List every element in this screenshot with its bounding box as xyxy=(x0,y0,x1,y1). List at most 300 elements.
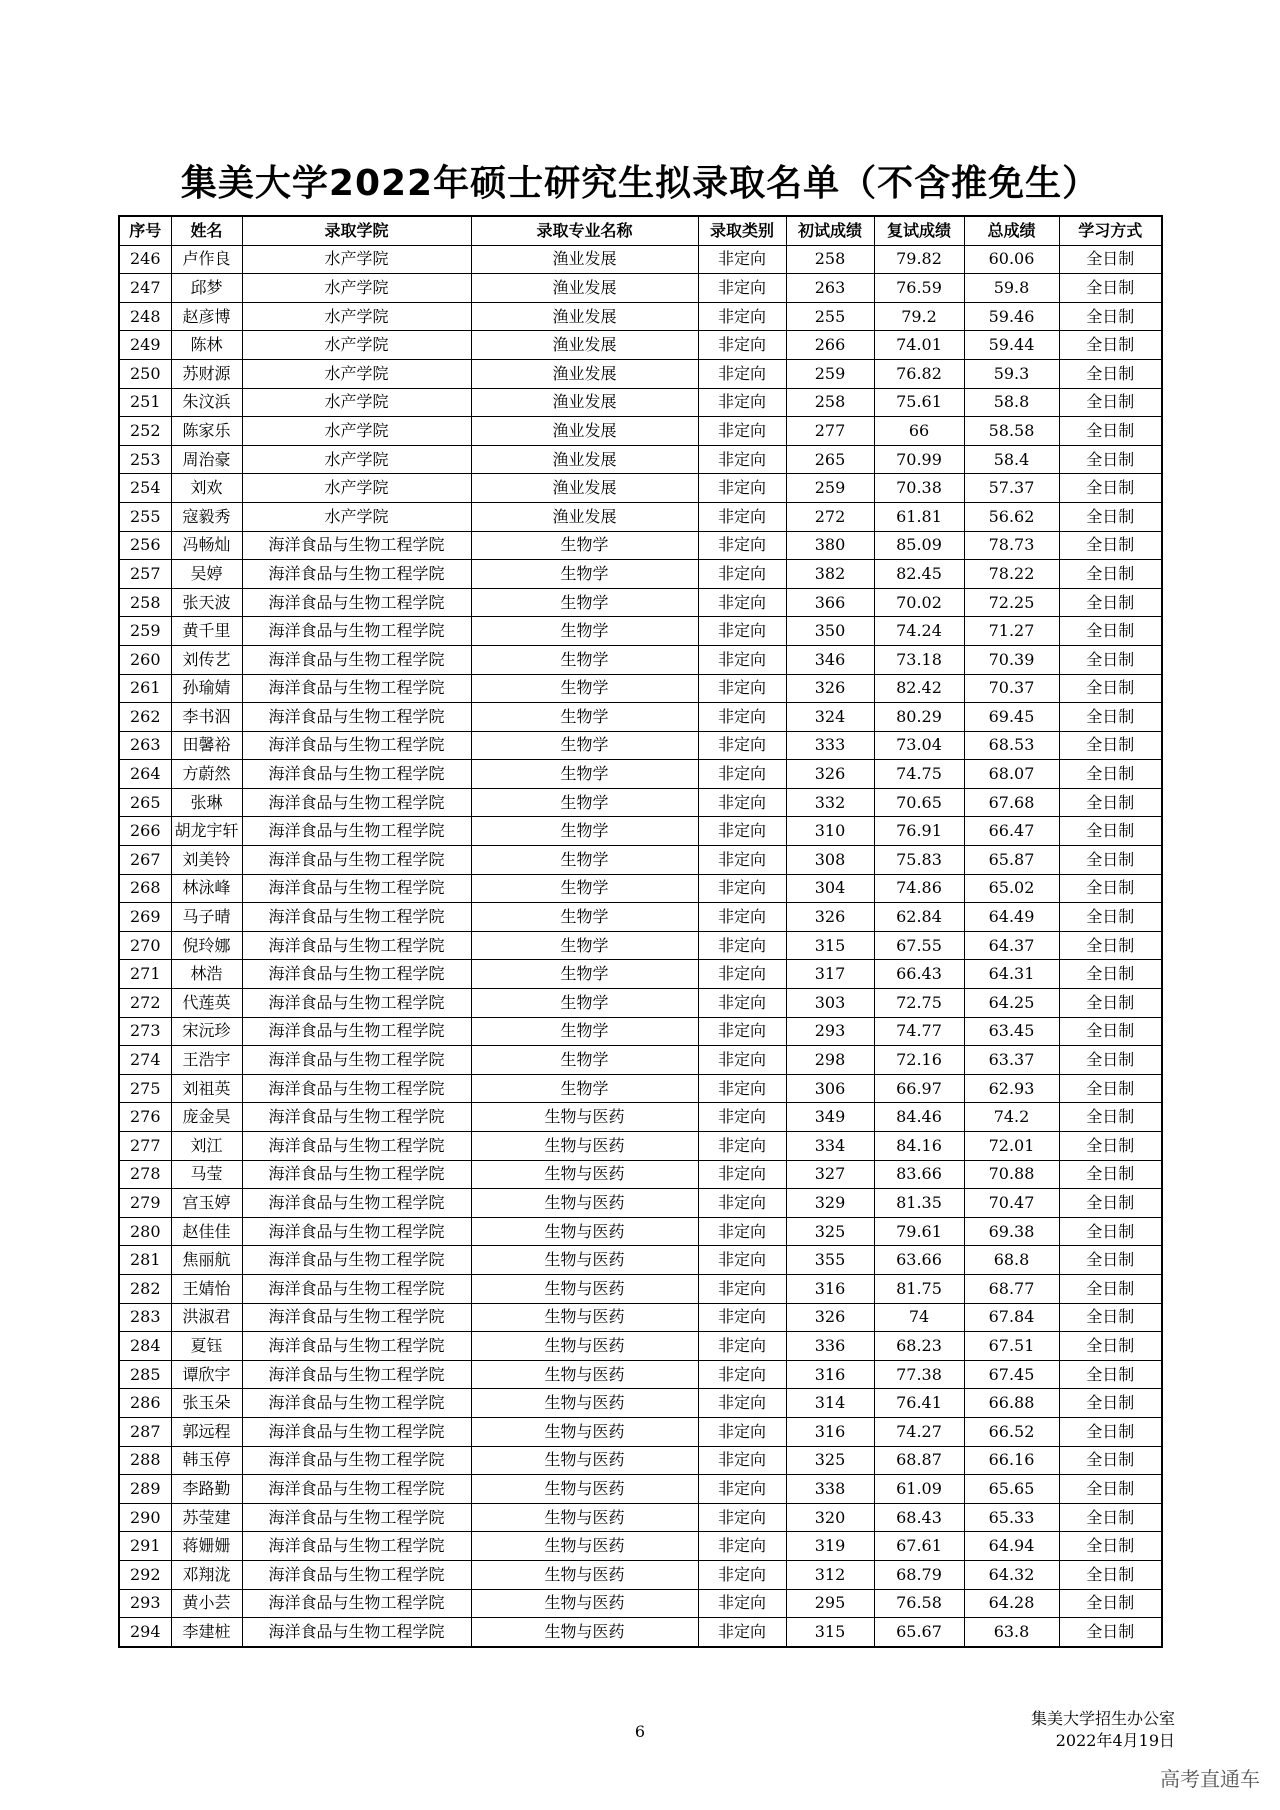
table-row xyxy=(119,474,1162,503)
page-number: 6 xyxy=(634,1722,646,1741)
cell-study-mode: 全日制 xyxy=(1059,1074,1162,1103)
cell-study-mode: 全日制 xyxy=(1059,388,1162,417)
cell-retest-score: 65.67 xyxy=(874,1618,964,1647)
cell-category: 非定向 xyxy=(698,588,786,617)
cell-total-score: 59.8 xyxy=(964,274,1059,303)
cell-college: 海洋食品与生物工程学院 xyxy=(242,674,471,703)
cell-category: 非定向 xyxy=(698,474,786,503)
cell-major: 生物学 xyxy=(471,1017,698,1046)
cell-total-score: 78.22 xyxy=(964,560,1059,589)
table-row xyxy=(119,989,1162,1018)
cell-category: 非定向 xyxy=(698,1046,786,1075)
cell-total-score: 63.45 xyxy=(964,1017,1059,1046)
table-header-row xyxy=(119,216,1162,245)
cell-category: 非定向 xyxy=(698,874,786,903)
cell-retest-score: 79.82 xyxy=(874,245,964,274)
cell-college: 水产学院 xyxy=(242,302,471,331)
cell-name: 林浩 xyxy=(171,960,242,989)
table-row xyxy=(119,1132,1162,1161)
cell-retest-score: 74.27 xyxy=(874,1417,964,1446)
cell-total-score: 58.4 xyxy=(964,445,1059,474)
table-row xyxy=(119,617,1162,646)
cell-category: 非定向 xyxy=(698,445,786,474)
cell-major: 生物与医药 xyxy=(471,1503,698,1532)
cell-name: 赵彦博 xyxy=(171,302,242,331)
table-row xyxy=(119,445,1162,474)
cell-college: 海洋食品与生物工程学院 xyxy=(242,560,471,589)
cell-category: 非定向 xyxy=(698,703,786,732)
cell-category: 非定向 xyxy=(698,1217,786,1246)
cell-college: 海洋食品与生物工程学院 xyxy=(242,846,471,875)
table-row xyxy=(119,931,1162,960)
table-row xyxy=(119,588,1162,617)
cell-college: 海洋食品与生物工程学院 xyxy=(242,1046,471,1075)
cell-retest-score: 61.81 xyxy=(874,502,964,531)
cell-category: 非定向 xyxy=(698,1303,786,1332)
table-row xyxy=(119,417,1162,446)
cell-name: 郭远程 xyxy=(171,1417,242,1446)
cell-college: 海洋食品与生物工程学院 xyxy=(242,1332,471,1361)
cell-index: 283 xyxy=(119,1303,171,1332)
cell-category: 非定向 xyxy=(698,817,786,846)
cell-category: 非定向 xyxy=(698,1532,786,1561)
cell-college: 海洋食品与生物工程学院 xyxy=(242,1446,471,1475)
cell-major: 生物与医药 xyxy=(471,1446,698,1475)
cell-study-mode: 全日制 xyxy=(1059,1132,1162,1161)
cell-name: 谭欣宇 xyxy=(171,1360,242,1389)
cell-initial-score: 320 xyxy=(786,1503,874,1532)
cell-initial-score: 349 xyxy=(786,1103,874,1132)
cell-total-score: 60.06 xyxy=(964,245,1059,274)
cell-college: 海洋食品与生物工程学院 xyxy=(242,1074,471,1103)
cell-major: 生物与医药 xyxy=(471,1560,698,1589)
cell-initial-score: 303 xyxy=(786,989,874,1018)
cell-category: 非定向 xyxy=(698,1103,786,1132)
cell-index: 247 xyxy=(119,274,171,303)
cell-major: 生物学 xyxy=(471,674,698,703)
cell-major: 渔业发展 xyxy=(471,445,698,474)
cell-major: 渔业发展 xyxy=(471,474,698,503)
cell-college: 水产学院 xyxy=(242,474,471,503)
cell-study-mode: 全日制 xyxy=(1059,1274,1162,1303)
cell-name: 黄小芸 xyxy=(171,1589,242,1618)
cell-total-score: 65.87 xyxy=(964,846,1059,875)
cell-initial-score: 266 xyxy=(786,331,874,360)
cell-index: 248 xyxy=(119,302,171,331)
cell-name: 李建桩 xyxy=(171,1618,242,1647)
cell-college: 水产学院 xyxy=(242,388,471,417)
cell-category: 非定向 xyxy=(698,1503,786,1532)
cell-retest-score: 74.24 xyxy=(874,617,964,646)
cell-category: 非定向 xyxy=(698,1160,786,1189)
table-row xyxy=(119,1017,1162,1046)
cell-initial-score: 272 xyxy=(786,502,874,531)
cell-major: 生物与医药 xyxy=(471,1532,698,1561)
cell-category: 非定向 xyxy=(698,1417,786,1446)
cell-index: 262 xyxy=(119,703,171,732)
cell-retest-score: 72.75 xyxy=(874,989,964,1018)
cell-category: 非定向 xyxy=(698,417,786,446)
cell-initial-score: 350 xyxy=(786,617,874,646)
cell-category: 非定向 xyxy=(698,1246,786,1275)
cell-college: 海洋食品与生物工程学院 xyxy=(242,1389,471,1418)
cell-category: 非定向 xyxy=(698,931,786,960)
cell-retest-score: 67.61 xyxy=(874,1532,964,1561)
cell-study-mode: 全日制 xyxy=(1059,960,1162,989)
cell-total-score: 67.68 xyxy=(964,788,1059,817)
cell-name: 李路勤 xyxy=(171,1475,242,1504)
table-row xyxy=(119,1160,1162,1189)
cell-total-score: 70.88 xyxy=(964,1160,1059,1189)
cell-college: 海洋食品与生物工程学院 xyxy=(242,1360,471,1389)
cell-major: 生物学 xyxy=(471,846,698,875)
cell-index: 261 xyxy=(119,674,171,703)
cell-retest-score: 68.43 xyxy=(874,1503,964,1532)
cell-study-mode: 全日制 xyxy=(1059,1475,1162,1504)
header-total-score: 总成绩 xyxy=(964,216,1059,245)
cell-study-mode: 全日制 xyxy=(1059,560,1162,589)
cell-category: 非定向 xyxy=(698,674,786,703)
cell-study-mode: 全日制 xyxy=(1059,617,1162,646)
cell-category: 非定向 xyxy=(698,1475,786,1504)
cell-major: 生物学 xyxy=(471,903,698,932)
cell-major: 生物与医药 xyxy=(471,1332,698,1361)
cell-total-score: 68.53 xyxy=(964,731,1059,760)
cell-category: 非定向 xyxy=(698,788,786,817)
cell-total-score: 64.31 xyxy=(964,960,1059,989)
cell-initial-score: 326 xyxy=(786,760,874,789)
cell-category: 非定向 xyxy=(698,245,786,274)
cell-major: 生物学 xyxy=(471,1046,698,1075)
cell-college: 海洋食品与生物工程学院 xyxy=(242,1560,471,1589)
cell-college: 海洋食品与生物工程学院 xyxy=(242,588,471,617)
table-row xyxy=(119,645,1162,674)
table-row xyxy=(119,560,1162,589)
cell-index: 280 xyxy=(119,1217,171,1246)
cell-retest-score: 66.97 xyxy=(874,1074,964,1103)
cell-study-mode: 全日制 xyxy=(1059,1560,1162,1589)
cell-major: 渔业发展 xyxy=(471,331,698,360)
cell-college: 海洋食品与生物工程学院 xyxy=(242,817,471,846)
cell-retest-score: 73.18 xyxy=(874,645,964,674)
cell-index: 265 xyxy=(119,788,171,817)
cell-study-mode: 全日制 xyxy=(1059,1046,1162,1075)
cell-total-score: 74.2 xyxy=(964,1103,1059,1132)
cell-college: 海洋食品与生物工程学院 xyxy=(242,1503,471,1532)
cell-major: 渔业发展 xyxy=(471,502,698,531)
cell-college: 水产学院 xyxy=(242,245,471,274)
cell-index: 267 xyxy=(119,846,171,875)
cell-retest-score: 76.58 xyxy=(874,1589,964,1618)
cell-total-score: 67.84 xyxy=(964,1303,1059,1332)
table-row xyxy=(119,1332,1162,1361)
cell-initial-score: 258 xyxy=(786,388,874,417)
cell-initial-score: 334 xyxy=(786,1132,874,1161)
cell-name: 卢作良 xyxy=(171,245,242,274)
table-row xyxy=(119,1360,1162,1389)
cell-index: 286 xyxy=(119,1389,171,1418)
issue-date: 2022年4月19日 xyxy=(1055,1731,1175,1750)
cell-name: 田馨裕 xyxy=(171,731,242,760)
cell-index: 287 xyxy=(119,1417,171,1446)
cell-index: 256 xyxy=(119,531,171,560)
cell-study-mode: 全日制 xyxy=(1059,1189,1162,1218)
cell-study-mode: 全日制 xyxy=(1059,788,1162,817)
cell-major: 生物与医药 xyxy=(471,1389,698,1418)
cell-total-score: 56.62 xyxy=(964,502,1059,531)
cell-category: 非定向 xyxy=(698,1360,786,1389)
cell-study-mode: 全日制 xyxy=(1059,874,1162,903)
cell-retest-score: 68.23 xyxy=(874,1332,964,1361)
cell-total-score: 63.8 xyxy=(964,1618,1059,1647)
cell-initial-score: 346 xyxy=(786,645,874,674)
cell-name: 倪玲娜 xyxy=(171,931,242,960)
cell-retest-score: 70.65 xyxy=(874,788,964,817)
cell-initial-score: 298 xyxy=(786,1046,874,1075)
cell-name: 苏财源 xyxy=(171,359,242,388)
cell-major: 生物与医药 xyxy=(471,1160,698,1189)
cell-retest-score: 84.16 xyxy=(874,1132,964,1161)
cell-total-score: 58.8 xyxy=(964,388,1059,417)
page-title: 集美大学2022年硕士研究生拟录取名单（不含推免生） xyxy=(180,163,1100,204)
table-row xyxy=(119,331,1162,360)
cell-name: 苏莹建 xyxy=(171,1503,242,1532)
cell-name: 庞金昊 xyxy=(171,1103,242,1132)
cell-category: 非定向 xyxy=(698,331,786,360)
cell-name: 马莹 xyxy=(171,1160,242,1189)
table-row xyxy=(119,1274,1162,1303)
cell-retest-score: 82.42 xyxy=(874,674,964,703)
cell-retest-score: 75.83 xyxy=(874,846,964,875)
cell-initial-score: 338 xyxy=(786,1475,874,1504)
table-row xyxy=(119,1217,1162,1246)
cell-index: 249 xyxy=(119,331,171,360)
cell-major: 渔业发展 xyxy=(471,302,698,331)
cell-initial-score: 293 xyxy=(786,1017,874,1046)
cell-total-score: 59.44 xyxy=(964,331,1059,360)
cell-college: 海洋食品与生物工程学院 xyxy=(242,1618,471,1647)
cell-index: 290 xyxy=(119,1503,171,1532)
header-study-mode: 学习方式 xyxy=(1059,216,1162,245)
cell-category: 非定向 xyxy=(698,1389,786,1418)
cell-college: 水产学院 xyxy=(242,331,471,360)
cell-initial-score: 310 xyxy=(786,817,874,846)
cell-total-score: 69.45 xyxy=(964,703,1059,732)
cell-study-mode: 全日制 xyxy=(1059,931,1162,960)
cell-category: 非定向 xyxy=(698,1017,786,1046)
cell-index: 276 xyxy=(119,1103,171,1132)
cell-index: 255 xyxy=(119,502,171,531)
header-initial-score: 初试成绩 xyxy=(786,216,874,245)
cell-major: 渔业发展 xyxy=(471,359,698,388)
cell-initial-score: 333 xyxy=(786,731,874,760)
cell-retest-score: 80.29 xyxy=(874,703,964,732)
cell-retest-score: 67.55 xyxy=(874,931,964,960)
cell-retest-score: 74.86 xyxy=(874,874,964,903)
cell-study-mode: 全日制 xyxy=(1059,1417,1162,1446)
cell-college: 海洋食品与生物工程学院 xyxy=(242,645,471,674)
cell-name: 代莲英 xyxy=(171,989,242,1018)
cell-index: 289 xyxy=(119,1475,171,1504)
cell-index: 281 xyxy=(119,1246,171,1275)
cell-major: 生物与医药 xyxy=(471,1274,698,1303)
cell-index: 259 xyxy=(119,617,171,646)
cell-major: 生物学 xyxy=(471,531,698,560)
cell-total-score: 66.16 xyxy=(964,1446,1059,1475)
cell-category: 非定向 xyxy=(698,1274,786,1303)
cell-study-mode: 全日制 xyxy=(1059,1246,1162,1275)
cell-total-score: 67.51 xyxy=(964,1332,1059,1361)
cell-major: 生物与医药 xyxy=(471,1417,698,1446)
cell-total-score: 68.77 xyxy=(964,1274,1059,1303)
table-row xyxy=(119,1589,1162,1618)
cell-category: 非定向 xyxy=(698,1074,786,1103)
cell-category: 非定向 xyxy=(698,731,786,760)
cell-college: 海洋食品与生物工程学院 xyxy=(242,731,471,760)
cell-major: 生物与医药 xyxy=(471,1589,698,1618)
cell-initial-score: 326 xyxy=(786,1303,874,1332)
cell-major: 生物学 xyxy=(471,931,698,960)
cell-name: 马子晴 xyxy=(171,903,242,932)
cell-initial-score: 316 xyxy=(786,1417,874,1446)
cell-initial-score: 325 xyxy=(786,1446,874,1475)
cell-college: 海洋食品与生物工程学院 xyxy=(242,1532,471,1561)
cell-index: 258 xyxy=(119,588,171,617)
cell-college: 海洋食品与生物工程学院 xyxy=(242,989,471,1018)
table-row xyxy=(119,359,1162,388)
cell-initial-score: 265 xyxy=(786,445,874,474)
header-category: 录取类别 xyxy=(698,216,786,245)
cell-study-mode: 全日制 xyxy=(1059,645,1162,674)
cell-study-mode: 全日制 xyxy=(1059,274,1162,303)
cell-study-mode: 全日制 xyxy=(1059,1389,1162,1418)
cell-index: 246 xyxy=(119,245,171,274)
table-row xyxy=(119,1532,1162,1561)
cell-study-mode: 全日制 xyxy=(1059,1532,1162,1561)
cell-study-mode: 全日制 xyxy=(1059,1360,1162,1389)
cell-study-mode: 全日制 xyxy=(1059,1217,1162,1246)
cell-index: 274 xyxy=(119,1046,171,1075)
cell-study-mode: 全日制 xyxy=(1059,1303,1162,1332)
cell-name: 林泳峰 xyxy=(171,874,242,903)
cell-name: 寇毅秀 xyxy=(171,502,242,531)
cell-major: 渔业发展 xyxy=(471,245,698,274)
cell-total-score: 72.01 xyxy=(964,1132,1059,1161)
cell-index: 277 xyxy=(119,1132,171,1161)
table-row xyxy=(119,274,1162,303)
issuer-block xyxy=(1031,1708,1175,1752)
cell-total-score: 68.07 xyxy=(964,760,1059,789)
cell-study-mode: 全日制 xyxy=(1059,1589,1162,1618)
cell-total-score: 64.49 xyxy=(964,903,1059,932)
cell-index: 275 xyxy=(119,1074,171,1103)
cell-category: 非定向 xyxy=(698,359,786,388)
table-row xyxy=(119,1074,1162,1103)
header-major: 录取专业名称 xyxy=(471,216,698,245)
cell-major: 生物学 xyxy=(471,703,698,732)
cell-index: 269 xyxy=(119,903,171,932)
cell-total-score: 70.37 xyxy=(964,674,1059,703)
cell-retest-score: 61.09 xyxy=(874,1475,964,1504)
cell-index: 252 xyxy=(119,417,171,446)
cell-category: 非定向 xyxy=(698,645,786,674)
cell-major: 渔业发展 xyxy=(471,274,698,303)
table-row xyxy=(119,388,1162,417)
cell-college: 海洋食品与生物工程学院 xyxy=(242,1303,471,1332)
cell-college: 海洋食品与生物工程学院 xyxy=(242,1160,471,1189)
cell-category: 非定向 xyxy=(698,1560,786,1589)
header-retest-score: 复试成绩 xyxy=(874,216,964,245)
cell-college: 海洋食品与生物工程学院 xyxy=(242,1417,471,1446)
cell-total-score: 70.39 xyxy=(964,645,1059,674)
cell-college: 海洋食品与生物工程学院 xyxy=(242,903,471,932)
cell-initial-score: 304 xyxy=(786,874,874,903)
cell-retest-score: 83.66 xyxy=(874,1160,964,1189)
cell-index: 278 xyxy=(119,1160,171,1189)
table-row xyxy=(119,903,1162,932)
cell-initial-score: 316 xyxy=(786,1360,874,1389)
cell-college: 海洋食品与生物工程学院 xyxy=(242,1217,471,1246)
cell-retest-score: 68.79 xyxy=(874,1560,964,1589)
cell-major: 生物与医药 xyxy=(471,1475,698,1504)
cell-study-mode: 全日制 xyxy=(1059,989,1162,1018)
cell-retest-score: 75.61 xyxy=(874,388,964,417)
header-college: 录取学院 xyxy=(242,216,471,245)
cell-major: 生物学 xyxy=(471,874,698,903)
cell-major: 生物与医药 xyxy=(471,1246,698,1275)
cell-retest-score: 66.43 xyxy=(874,960,964,989)
cell-study-mode: 全日制 xyxy=(1059,1446,1162,1475)
cell-total-score: 59.46 xyxy=(964,302,1059,331)
cell-retest-score: 76.82 xyxy=(874,359,964,388)
cell-category: 非定向 xyxy=(698,531,786,560)
cell-study-mode: 全日制 xyxy=(1059,1017,1162,1046)
cell-study-mode: 全日制 xyxy=(1059,1332,1162,1361)
cell-major: 生物学 xyxy=(471,588,698,617)
cell-category: 非定向 xyxy=(698,1332,786,1361)
cell-major: 渔业发展 xyxy=(471,388,698,417)
cell-study-mode: 全日制 xyxy=(1059,474,1162,503)
cell-name: 王婧怡 xyxy=(171,1274,242,1303)
cell-study-mode: 全日制 xyxy=(1059,588,1162,617)
cell-total-score: 66.47 xyxy=(964,817,1059,846)
cell-study-mode: 全日制 xyxy=(1059,674,1162,703)
cell-name: 王浩宇 xyxy=(171,1046,242,1075)
cell-study-mode: 全日制 xyxy=(1059,1103,1162,1132)
cell-initial-score: 355 xyxy=(786,1246,874,1275)
cell-major: 生物学 xyxy=(471,989,698,1018)
cell-category: 非定向 xyxy=(698,760,786,789)
cell-category: 非定向 xyxy=(698,1189,786,1218)
cell-name: 洪淑君 xyxy=(171,1303,242,1332)
cell-retest-score: 85.09 xyxy=(874,531,964,560)
table-row xyxy=(119,788,1162,817)
cell-total-score: 68.8 xyxy=(964,1246,1059,1275)
cell-total-score: 64.37 xyxy=(964,931,1059,960)
table-row xyxy=(119,1389,1162,1418)
cell-retest-score: 74.75 xyxy=(874,760,964,789)
cell-college: 海洋食品与生物工程学院 xyxy=(242,788,471,817)
cell-index: 273 xyxy=(119,1017,171,1046)
table-row xyxy=(119,760,1162,789)
cell-total-score: 65.02 xyxy=(964,874,1059,903)
cell-category: 非定向 xyxy=(698,1132,786,1161)
cell-total-score: 64.25 xyxy=(964,989,1059,1018)
table-row xyxy=(119,1503,1162,1532)
cell-index: 253 xyxy=(119,445,171,474)
cell-retest-score: 72.16 xyxy=(874,1046,964,1075)
cell-study-mode: 全日制 xyxy=(1059,1503,1162,1532)
